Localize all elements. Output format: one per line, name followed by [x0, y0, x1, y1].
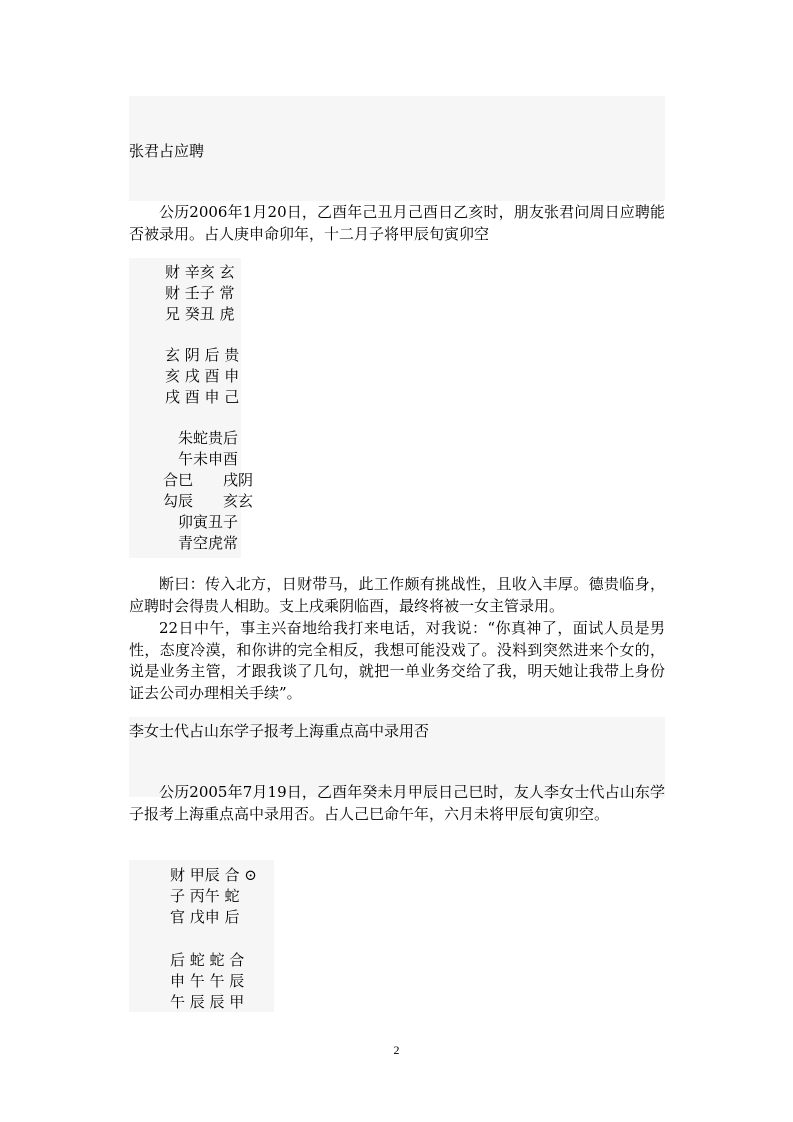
ke2-line-2: 申 午 午 辰	[170, 972, 245, 990]
tianpan-line-1: 朱蛇贵后	[178, 429, 239, 447]
shade-title-1	[129, 96, 665, 201]
section-title-2: 李女士代占山东学子报考上海重点高中录用否	[129, 722, 430, 740]
ke-line-3: 戌 酉 申 己	[165, 388, 240, 406]
chuan-line-2: 财 壬子 常	[165, 284, 235, 302]
ke-line-1: 玄 阴 后 贵	[165, 346, 240, 364]
paragraph-judgement-1: 断曰：传入北方，日财带马，此工作颇有挑战性，且收入丰厚。德贵临身，应聘时会得贵人相助。支上戌乘阴临酉，最终将被一女主管录用。	[129, 575, 665, 615]
tianpan-line-5: 卯寅丑子	[178, 513, 239, 531]
paragraph-result-1: 22日中午，事主兴奋地给我打来电话，对我说：“你真神了，面试人员是男性，态度冷漠，和你讲的完全相反，我想可能没戏了。没料到突然进来个女的，说是业务主管，才跟我谈了几句，就把一单业务交给了我，明天她让我带上身份证去公司办理相关手续”。	[129, 619, 665, 702]
tianpan-line-4: 勾辰 亥玄	[163, 492, 254, 510]
section-title-1: 张君占应聘	[129, 142, 205, 160]
chuan2-line-3: 官 戊申 后	[170, 908, 240, 926]
paragraph-intro-2: 公历2005年7月19日，乙酉年癸未月甲辰日己巳时，友人李女士代占山东学子报考上海重点高中录用否。占人己巳命午年，六月未将甲辰旬寅卯空。	[129, 783, 665, 823]
tianpan-line-6: 青空虎常	[178, 534, 239, 552]
paragraph-intro-1: 公历2006年1月20日，乙酉年己丑月己酉日乙亥时，朋友张君问周日应聘能否被录用。占人庚申命卯年，十二月子将甲辰旬寅卯空	[129, 203, 665, 243]
tianpan-line-3: 合巳 戌阴	[163, 471, 254, 489]
page-number: 2	[393, 1043, 400, 1057]
tianpan-line-2: 午未申酉	[178, 450, 239, 468]
ke2-line-3: 午 辰 辰 甲	[170, 993, 245, 1011]
ke-line-2: 亥 戌 酉 申	[165, 367, 240, 385]
chuan2-line-1: 财 甲辰 合 ⊙	[170, 866, 257, 884]
chuan-line-3: 兄 癸丑 虎	[165, 305, 235, 323]
chuan2-line-2: 子 丙午 蛇	[170, 887, 240, 905]
chuan-line-1: 财 辛亥 玄	[165, 263, 235, 281]
ke2-line-1: 后 蛇 蛇 合	[170, 951, 245, 969]
